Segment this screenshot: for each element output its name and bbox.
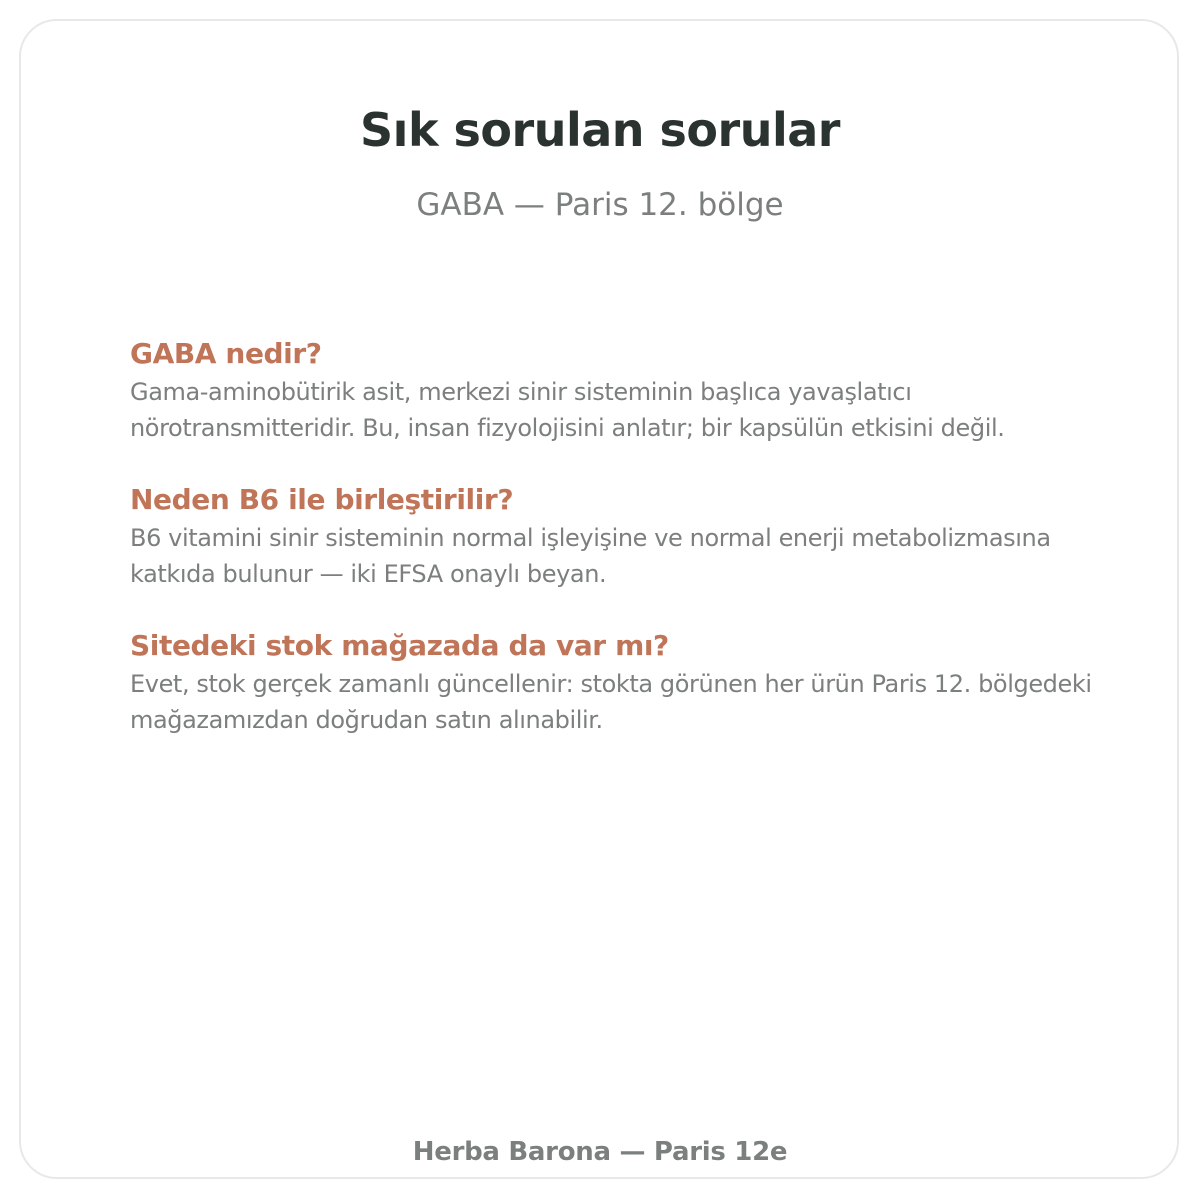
footer-brand: Herba Barona — Paris 12e — [412, 1137, 788, 1167]
page-subtitle: GABA — Paris 12. bölge — [416, 187, 784, 223]
faq-list — [130, 334, 1120, 772]
faq-item — [130, 626, 1120, 738]
faq-item — [130, 480, 1120, 592]
faq-answer: Gama-aminobütirik asit, merkezi sinir sisteminin başlıca yavaşlatıcı nörotransmitteridir. Bu, insan fizyolojisini anlatır; bir kapsülün etkisini değil. — [130, 378, 1005, 442]
faq-answer: Evet, stok gerçek zamanlı güncellenir: stokta görünen her ürün Paris 12. bölgedeki mağazamızdan doğrudan satın alınabilir. — [130, 670, 1092, 734]
faq-question: GABA nedir? — [130, 337, 322, 370]
faq-item — [130, 334, 1120, 446]
faq-answer: B6 vitamini sinir sisteminin normal işleyişine ve normal enerji metabolizmasına katkıda bulunur — iki EFSA onaylı beyan. — [130, 524, 1051, 588]
page-title: Sık sorulan sorular — [360, 103, 840, 157]
faq-question: Neden B6 ile birleştirilir? — [130, 483, 514, 516]
faq-question: Sitedeki stok mağazada da var mı? — [130, 629, 669, 662]
